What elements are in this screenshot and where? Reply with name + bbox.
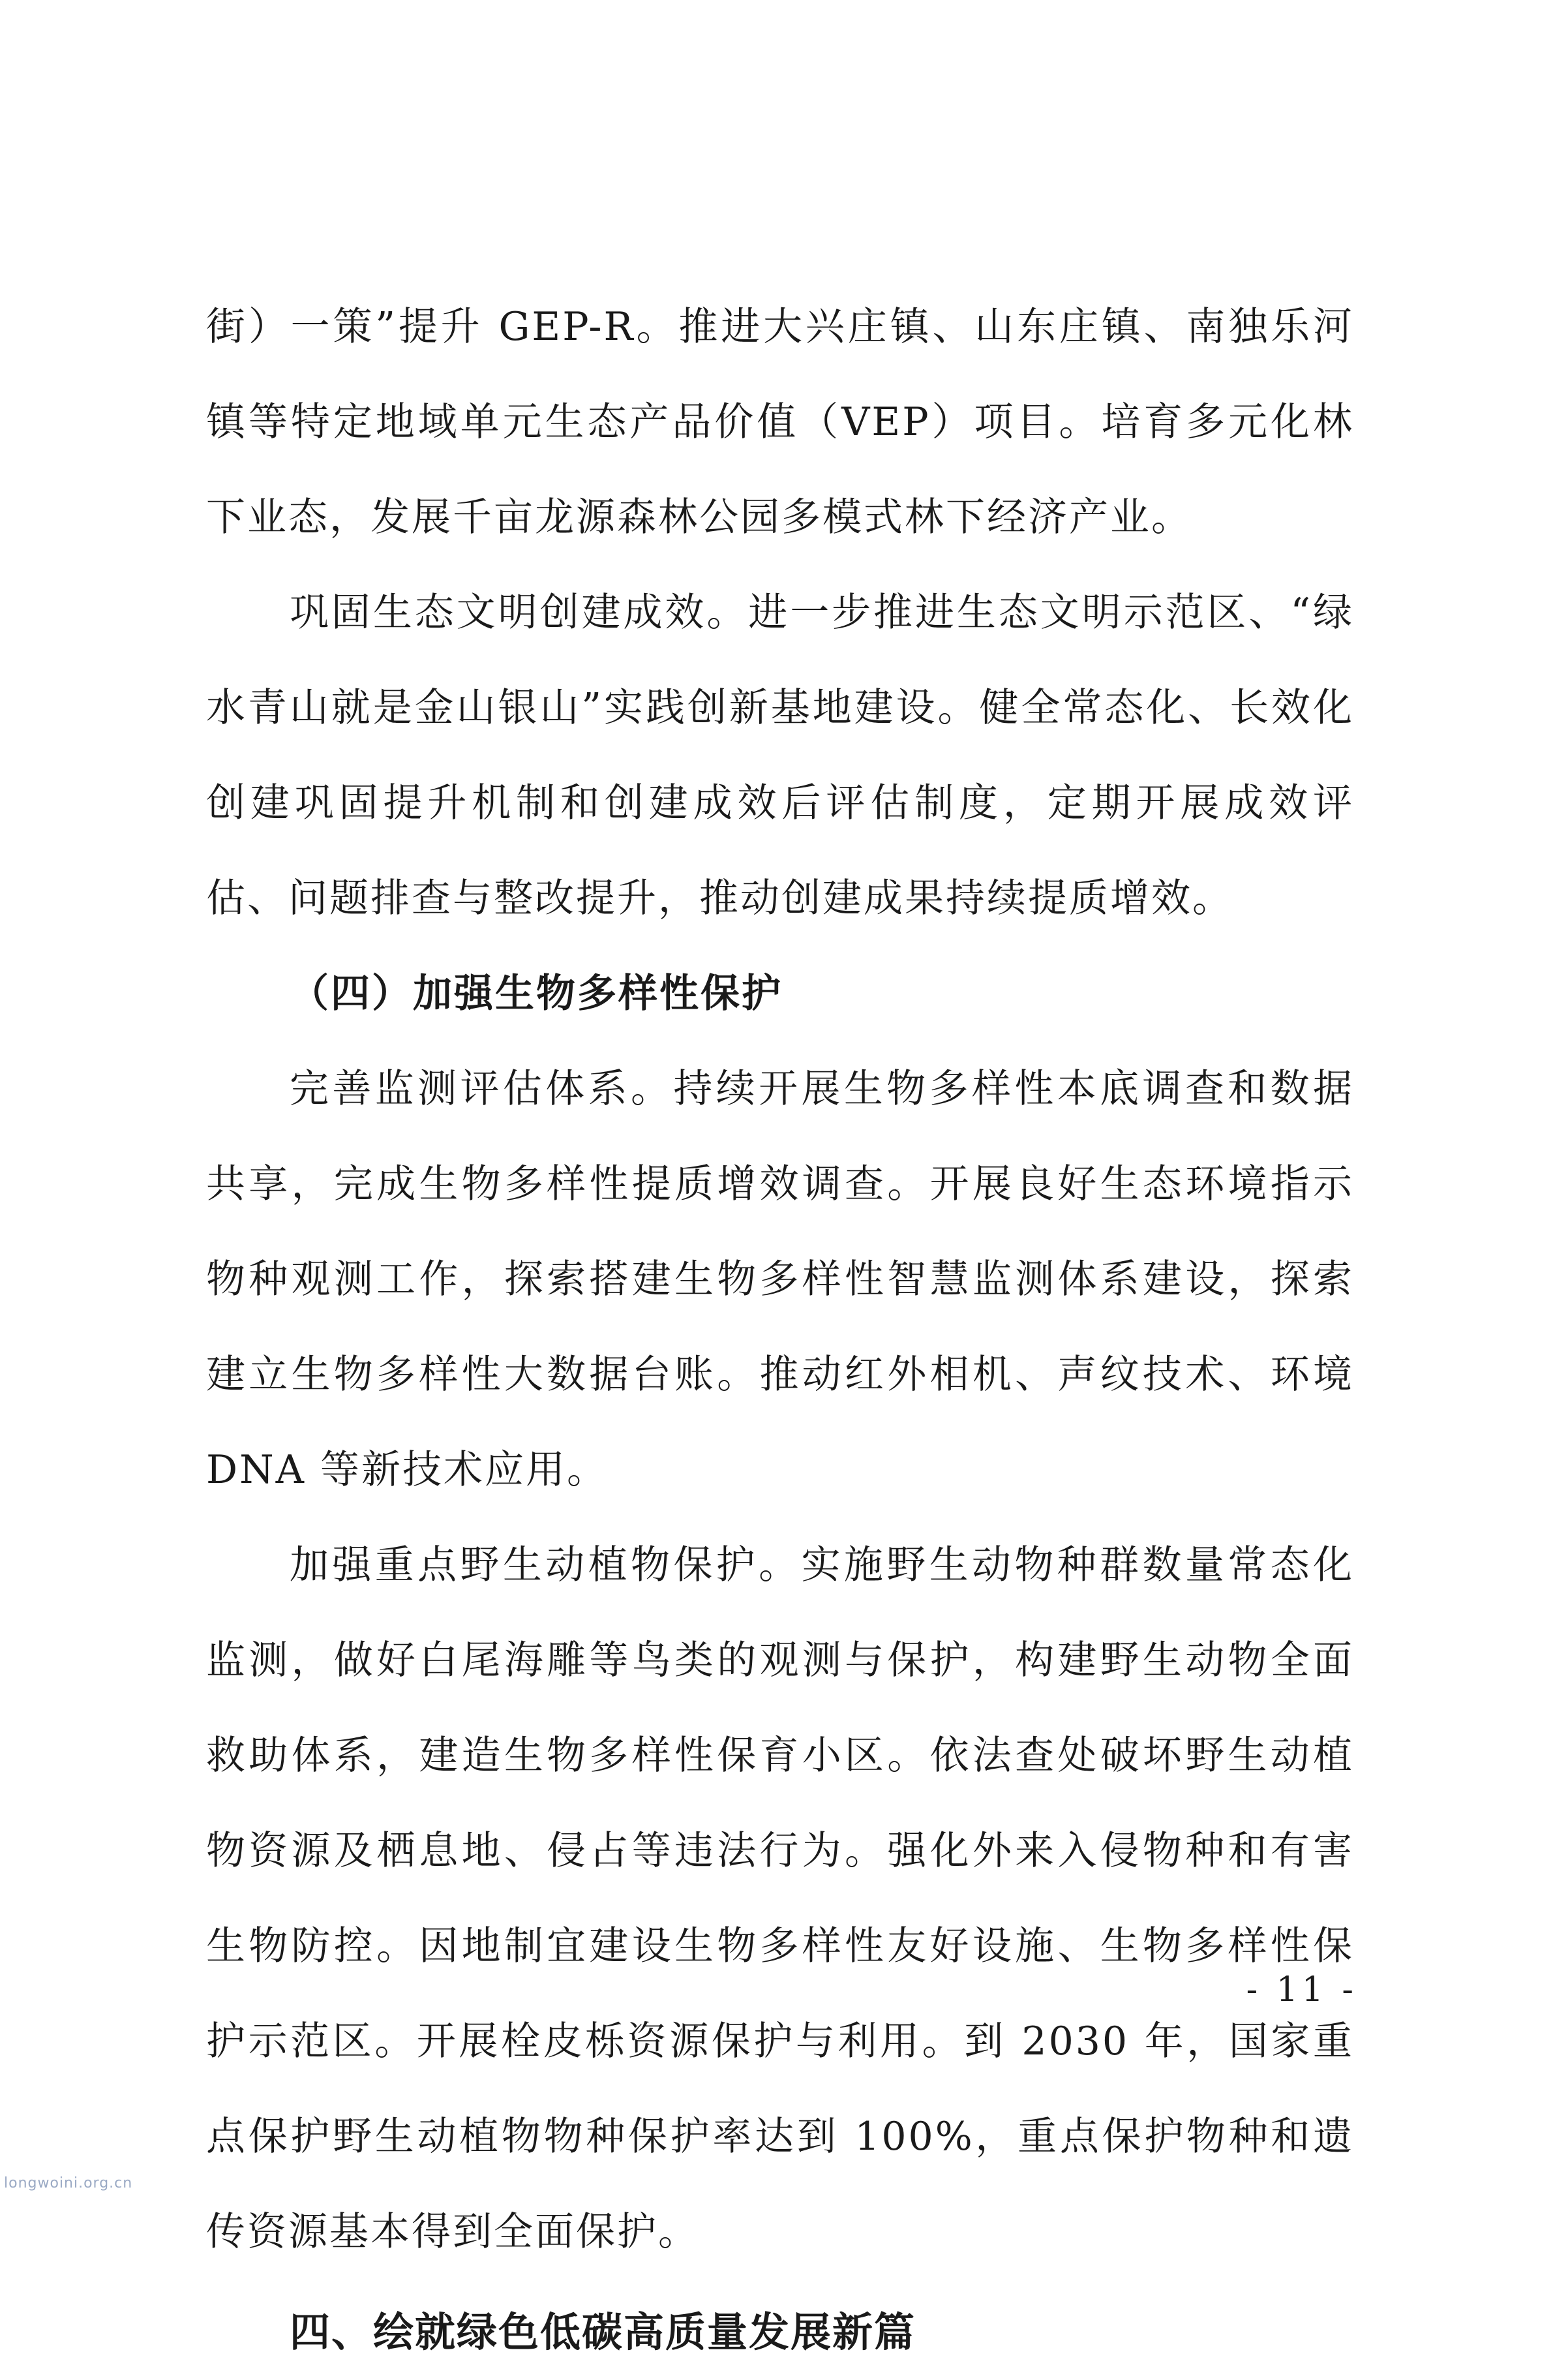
paragraph-ecological-civilization: 巩固生态文明创建成效。进一步推进生态文明示范区、“绿水青山就是金山银山”实践创新基地建设。健全常态化、长效化创建巩固提升机制和创建成效后评估制度，定期开展成效评估、问题排查与整改提升，推动创建成果持续提质增效。: [206, 590, 1354, 921]
site-watermark: longwoini.org.cn: [4, 2175, 133, 2191]
paragraph-monitoring-system: 完善监测评估体系。持续开展生物多样性本底调查和数据共享，完成生物多样性提质增效调查。开展良好生态环境指示物种观测工作，探索搭建生物多样性智慧监测体系建设，探索建立生物多样性大数据台账。推动红外相机、声纹技术、环境 DNA 等新技术应用。: [206, 1066, 1354, 1493]
section-heading: 四、绘就绿色低碳高质量发展新篇: [290, 2308, 916, 2356]
paragraph-wildlife-protection: 加强重点野生动植物保护。实施野生动物种群数量常态化监测，做好白尾海雕等鸟类的观测与保护，构建野生动物全面救助体系，建造生物多样性保育小区。依法查处破坏野生动植物资源及栖息地、侵占等违法行为。强化外来入侵物种和有害生物防控。因地制宜建设生物多样性友好设施、生物多样性保护示范区。开展栓皮栎资源保护与利用。到 2030 年，国家重点保护野生动植物物种保护率达到 100%，重点保护物种和遗传资源基本得到全面保护。: [206, 1542, 1354, 2255]
page-number: - 11 -: [1246, 1970, 1357, 2009]
section-subheading: （四）加强生物多样性保护: [290, 971, 783, 1016]
paragraph-continuation: 街）一策”提升 GEP-R。推进大兴庄镇、山东庄镇、南独乐河镇等特定地域单元生态产品价值（VEP）项目。培育多元化林下业态，发展千亩龙源森林公园多模式林下经济产业。: [206, 304, 1354, 540]
document-body: [206, 279, 1354, 2380]
